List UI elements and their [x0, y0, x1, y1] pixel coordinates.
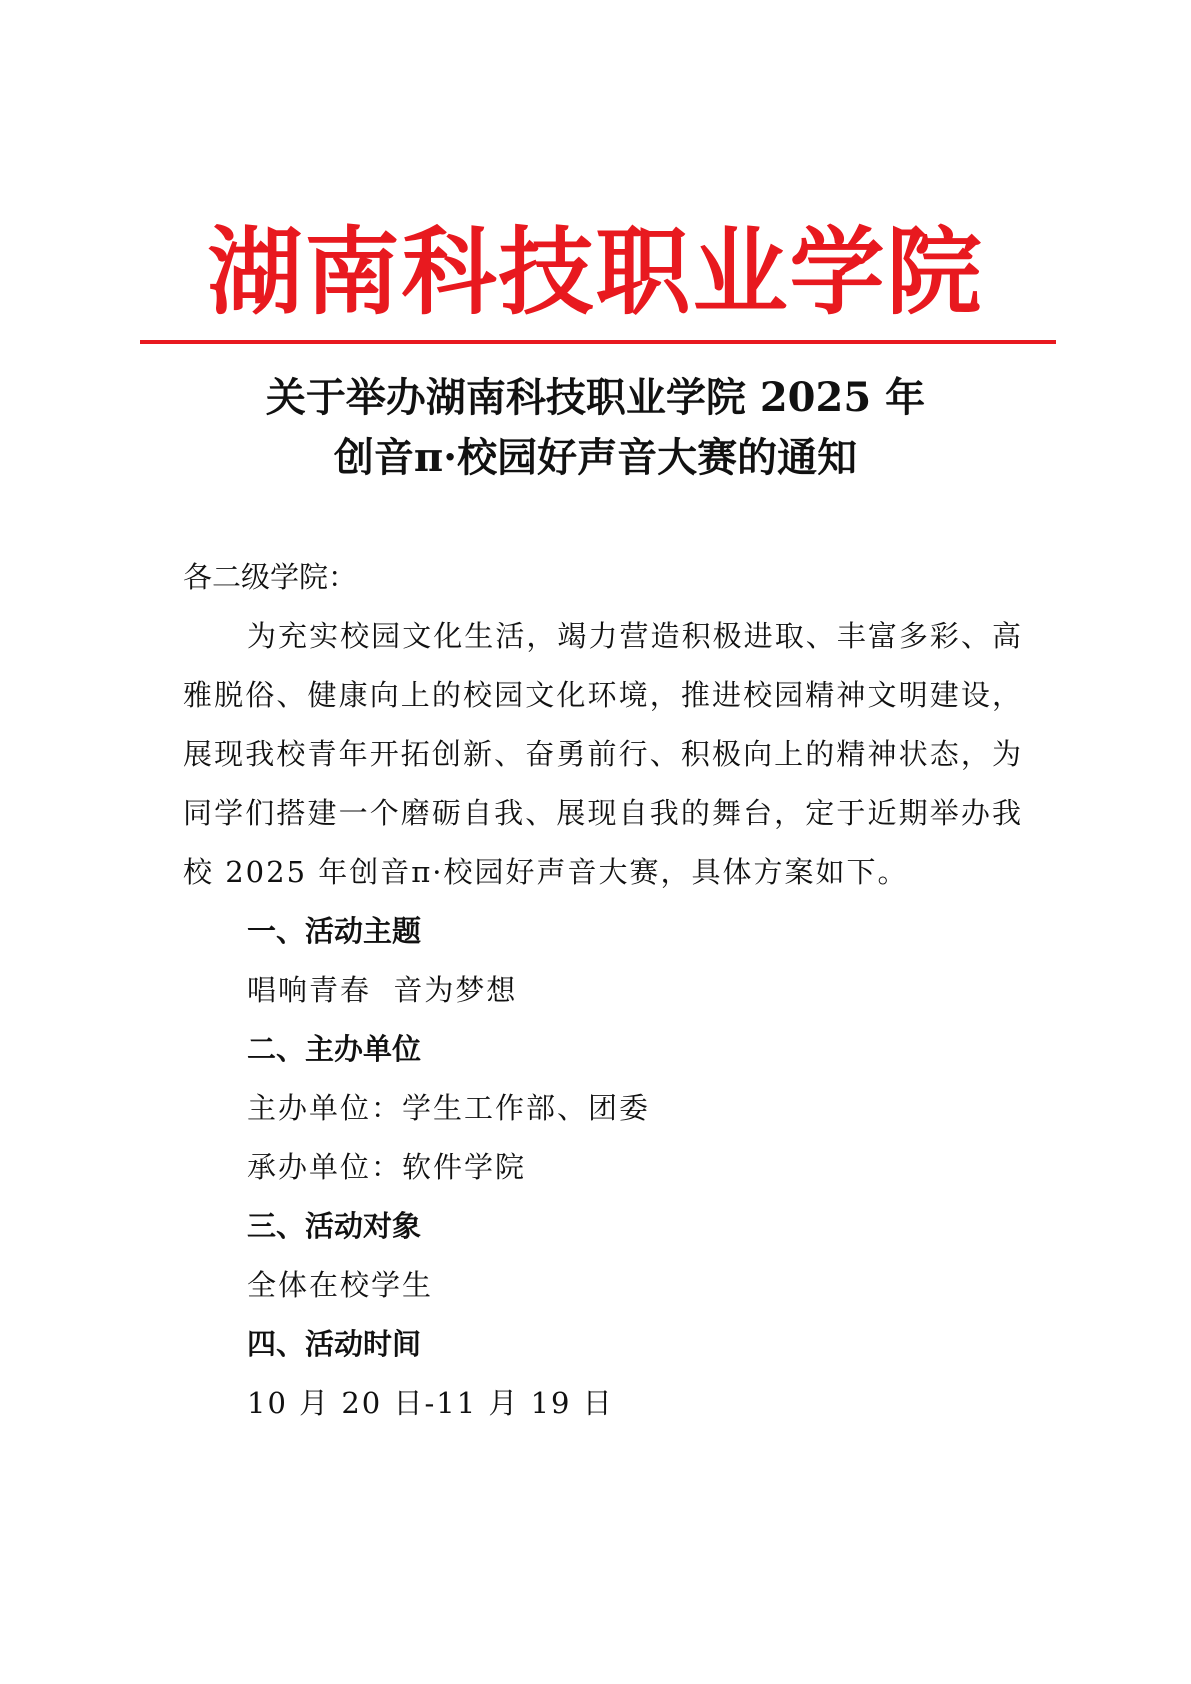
section-heading-organizer: 二、主办单位	[247, 1032, 422, 1066]
section-heading-time: 四、活动时间	[247, 1327, 422, 1361]
section-item-co-organizer: 承办单位：软件学院	[247, 1150, 527, 1184]
red-divider-line	[140, 340, 1056, 344]
document-title-line-1: 关于举办湖南科技职业学院 2025 年	[265, 374, 926, 421]
salutation: 各二级学院：	[183, 560, 358, 594]
intro-paragraph: 为充实校园文化生活，竭力营造积极进取、丰富多彩、高雅脱俗、健康向上的校园文化环境，推进校园精神文明建设，展现我校青年开拓创新、奋勇前行、积极向上的精神状态，为同学们搭建一个磨砺自我、展现自我的舞台，定于近期举办我校 2025 年创音π·校园好声音大赛，具体方案如下。	[183, 619, 1023, 889]
section-item-host: 主办单位：学生工作部、团委	[247, 1091, 651, 1125]
document-body	[183, 548, 1023, 1433]
masthead-institution-name: 湖南科技职业学院	[207, 218, 984, 328]
section-item-theme: 唱响青春 音为梦想	[247, 973, 518, 1007]
section-item-participants: 全体在校学生	[247, 1268, 434, 1302]
section-heading-participants: 三、活动对象	[247, 1209, 422, 1243]
document-title-line-2: 创音π·校园好声音大赛的通知	[333, 434, 858, 481]
document-title	[0, 368, 1191, 488]
section-heading-theme: 一、活动主题	[247, 914, 422, 948]
section-item-time: 10 月 20 日-11 月 19 日	[247, 1386, 614, 1420]
